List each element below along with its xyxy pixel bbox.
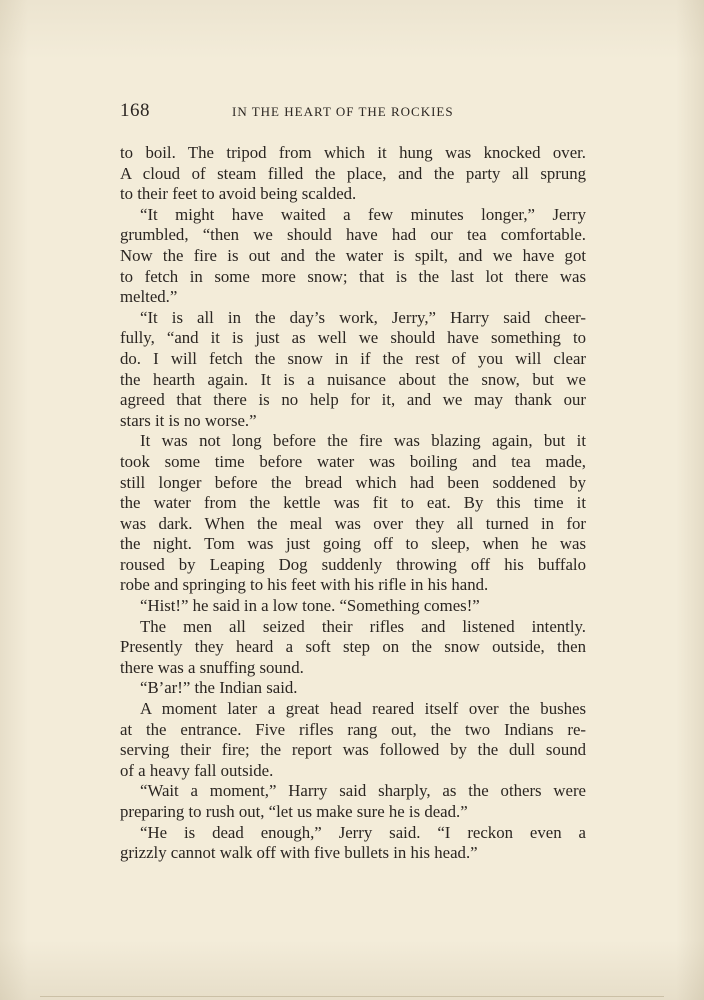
text-line: to their feet to avoid being scalded. bbox=[120, 184, 357, 204]
text-line: fully, “and it is just as well we should have something to bbox=[120, 328, 586, 348]
text-line: grumbled, “then we should have had our tea comfortable. bbox=[120, 225, 586, 245]
page-number: 168 bbox=[120, 100, 150, 121]
text-line: the water from the kettle was fit to eat. By this time it bbox=[120, 493, 586, 513]
text-line: Now the fire is out and the water is spilt, and we have got bbox=[120, 245, 586, 265]
text-line: “B’ar!” the Indian said. bbox=[140, 678, 298, 698]
text-line: “It is all in the day’s work, Jerry,” Harry said cheer- bbox=[140, 307, 586, 327]
text-line: “He is dead enough,” Jerry said. “I reckon even a bbox=[140, 822, 586, 842]
text-line: “Wait a moment,” Harry said sharply, as the others were bbox=[140, 781, 586, 801]
text-line: “Hist!” he said in a low tone. “Something comes!” bbox=[140, 596, 480, 616]
text-line: of a heavy fall outside. bbox=[120, 760, 274, 780]
text-line: was dark. When the meal was over they all turned in for bbox=[120, 513, 586, 533]
text-line: A moment later a great head reared itself over the bushes bbox=[140, 699, 586, 719]
text-line: the hearth again. It is a nuisance about the snow, but we bbox=[120, 369, 586, 389]
text-line: robe and springing to his feet with his rifle in his hand. bbox=[120, 575, 489, 595]
text-line: melted.” bbox=[120, 287, 178, 307]
text-line: grizzly cannot walk off with five bullets in his head.” bbox=[120, 843, 478, 863]
text-line: to fetch in some more snow; that is the last lot there was bbox=[120, 266, 586, 286]
text-line: roused by Leaping Dog suddenly throwing off his buffalo bbox=[120, 554, 586, 574]
text-line: It was not long before the fire was blazing again, but it bbox=[140, 431, 586, 451]
text-line: the night. Tom was just going off to sleep, when he was bbox=[120, 534, 586, 554]
text-line: took some time before water was boiling and tea made, bbox=[120, 451, 586, 471]
text-line: there was a snuffing sound. bbox=[120, 657, 304, 677]
text-line: to boil. The tripod from which it hung was knocked over. bbox=[120, 143, 586, 162]
page-header bbox=[120, 100, 586, 124]
text-line: preparing to rush out, “let us make sure he is dead.” bbox=[120, 802, 468, 821]
text-line: stars it is no worse.” bbox=[120, 410, 257, 430]
text-line: A cloud of steam filled the place, and the party all sprung bbox=[120, 163, 586, 183]
body-text bbox=[120, 143, 586, 864]
text-line: serving their fire; the report was followed by the dull sound bbox=[120, 740, 586, 760]
text-line: do. I will fetch the snow in if the rest of you will clear bbox=[120, 348, 586, 368]
text-line: still longer before the bread which had been soddened by bbox=[120, 472, 586, 492]
text-line: The men all seized their rifles and listened intently. bbox=[140, 616, 586, 636]
running-title: IN THE HEART OF THE ROCKIES bbox=[232, 104, 454, 119]
page-edge bbox=[40, 996, 664, 997]
text-line: Presently they heard a soft step on the snow outside, then bbox=[120, 637, 586, 657]
text-line: at the entrance. Five rifles rang out, the two Indians re- bbox=[120, 719, 586, 739]
text-line: agreed that there is no help for it, and we may thank our bbox=[120, 390, 586, 410]
text-line: “It might have waited a few minutes longer,” Jerry bbox=[140, 204, 586, 224]
